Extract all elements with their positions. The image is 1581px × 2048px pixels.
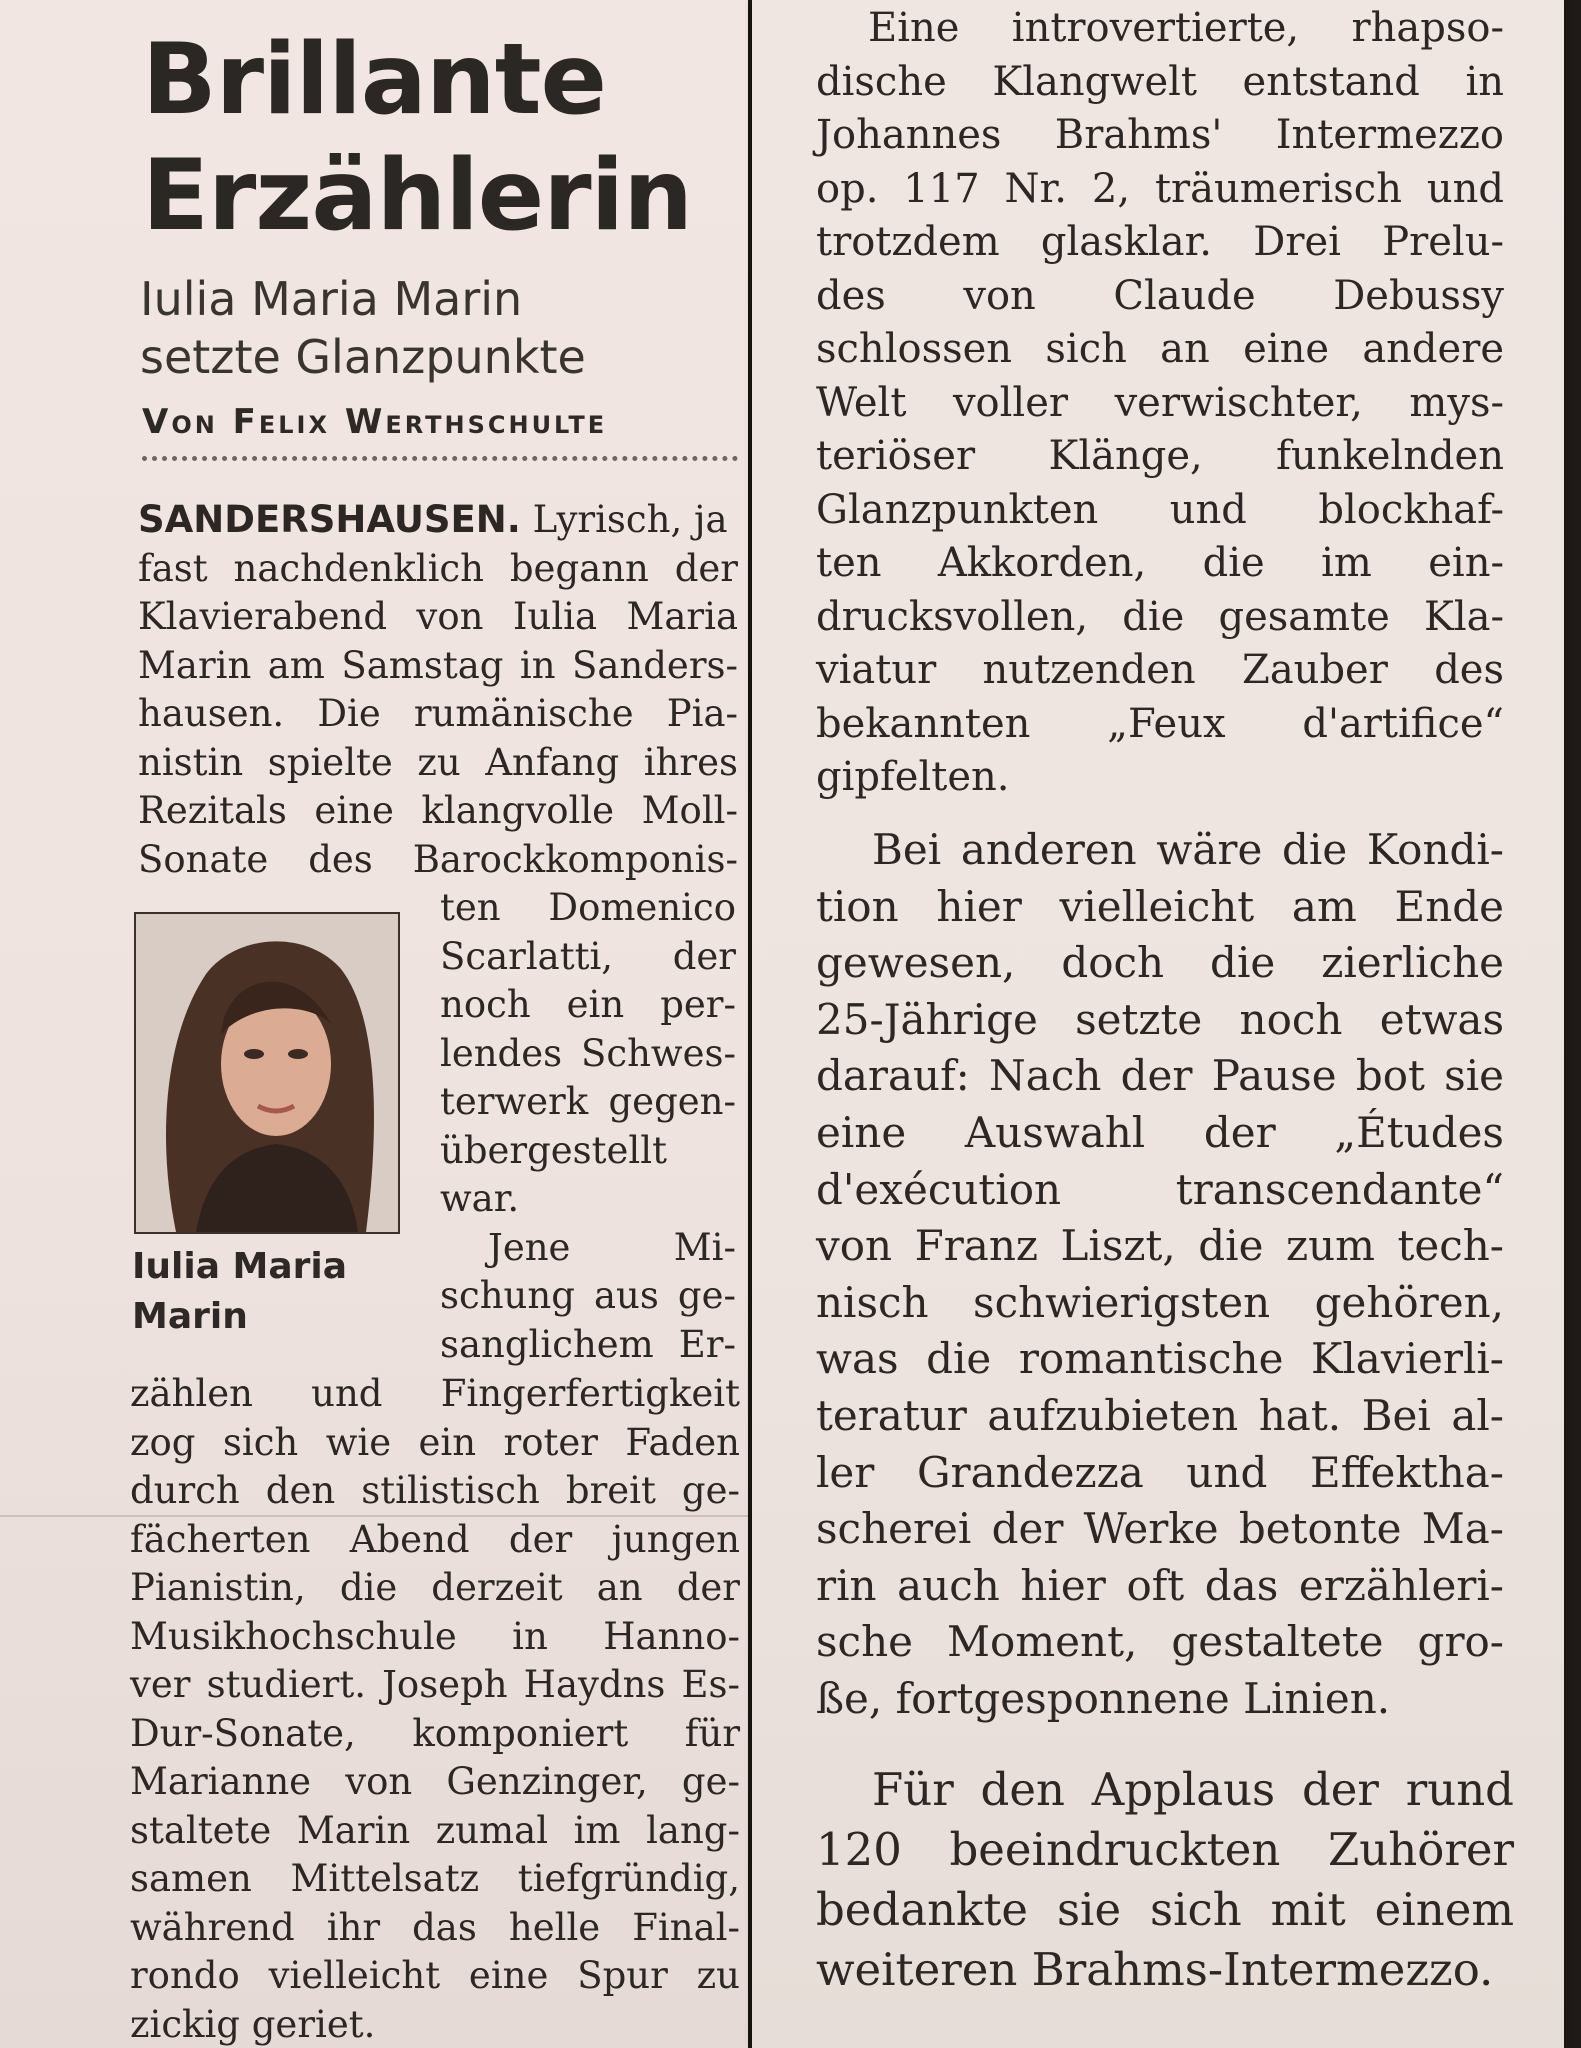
text-line: lendes Schwes-	[440, 1031, 736, 1075]
text-line: ße, fortgesponnene Linien.	[816, 1673, 1391, 1723]
text-line: trotzdem glasklar. Drei Prelu-	[816, 219, 1504, 265]
text-line: gewesen, doch die zierliche	[816, 938, 1504, 988]
dotted-divider	[142, 456, 738, 461]
clipping-left	[0, 0, 748, 2048]
text-line: zickig geriet.	[130, 2002, 376, 2046]
text-line: gipfelten.	[816, 754, 1010, 800]
text-line: Marianne von Genzinger, ge-	[130, 1760, 740, 1803]
text-line: Johannes Brahms' Intermezzo	[816, 112, 1504, 158]
text-line: tion hier vielleicht am Ende	[816, 881, 1504, 931]
subheadline	[140, 270, 586, 386]
text-line: viatur nutzenden Zauber des	[816, 647, 1504, 693]
text-line: Jene Mi-	[488, 1225, 736, 1269]
text-line: Eine introvertierte, rhapso-	[868, 5, 1504, 51]
text-line: SANDERSHAUSEN. Lyrisch, ja	[138, 498, 728, 541]
text-line: weiteren Brahms-Intermezzo.	[816, 1943, 1494, 1996]
right-paragraph-2	[816, 822, 1504, 1728]
text-line: darauf: Nach der Pause bot sie	[816, 1051, 1504, 1101]
text-line: sanglichem Er-	[440, 1322, 736, 1366]
right-paragraph-3	[816, 1760, 1514, 2000]
text-line: Glanzpunkten und blockhaf-	[816, 486, 1504, 533]
text-line: Für den Applaus der rund	[872, 1763, 1514, 1816]
text-line: teratur aufzubieten hat. Bei al-	[816, 1390, 1504, 1440]
text-line: sche Moment, gestaltete gro-	[816, 1617, 1504, 1667]
headline-line: Erzählerin	[142, 139, 692, 253]
text-line: ver studiert. Joseph Haydns Es-	[130, 1663, 740, 1706]
text-line: Musikhochschule in Hanno-	[130, 1614, 740, 1658]
text-line: eine Auswahl der „Études	[816, 1107, 1504, 1157]
text-line: übergestellt	[440, 1128, 667, 1172]
caption-line: Iulia Maria	[132, 1246, 348, 1287]
text-line: d'exécution transcendante“	[816, 1164, 1504, 1214]
headline	[142, 22, 692, 254]
text-line: war.	[440, 1177, 520, 1220]
text-line: von Franz Liszt, die zum tech-	[816, 1221, 1504, 1271]
text-line: nistin spielte zu Anfang ihres	[138, 740, 738, 784]
subheadline-line: setzte Glanzpunkte	[140, 330, 586, 384]
text-line: durch den stilistisch breit ge-	[130, 1469, 740, 1512]
text-line: während ihr das helle Final-	[130, 1905, 740, 1949]
text-line: Sonate des Barockkomponis-	[138, 837, 738, 881]
intro-paragraph	[138, 496, 738, 884]
text-line: schung aus ge-	[440, 1274, 736, 1317]
text-line: rin auch hier oft das erzähleri-	[816, 1560, 1504, 1610]
clipping-right	[752, 0, 1564, 2048]
headline-line: Brillante	[142, 23, 607, 137]
text-line: was die romantische Klavierli-	[816, 1334, 1504, 1384]
text-line: Klavierabend von Iulia Maria	[138, 595, 738, 638]
text-line: 25-Jährige setzte noch etwas	[816, 994, 1504, 1044]
beside-photo-text	[440, 884, 736, 1369]
text-line: bekannten „Feux d'artifice“	[816, 700, 1504, 747]
paragraph-2	[130, 1370, 740, 2048]
text-line: Welt voller verwischter, mys-	[816, 379, 1504, 426]
text-line: 120 beeindruckten Zuhörer	[816, 1823, 1514, 1876]
text-line: Scarlatti, der	[440, 934, 736, 978]
text-line: zählen und Fingerfertigkeit	[130, 1372, 740, 1415]
text-line: hausen. Die rumänische Pia-	[138, 692, 738, 735]
text-line: ten Akkorden, die im ein-	[816, 540, 1504, 586]
portrait-photo	[134, 912, 400, 1234]
text-line: dische Klangwelt entstand in	[816, 58, 1504, 105]
text-line: noch ein per-	[440, 983, 736, 1026]
text-line: teriöser Klänge, funkelnden	[816, 433, 1504, 479]
right-paragraph-1	[816, 2, 1504, 805]
text-line: zog sich wie ein roter Faden	[130, 1420, 740, 1464]
text-line: rondo vielleicht eine Spur zu	[130, 1954, 740, 1997]
text-line: ten Domenico	[440, 886, 736, 929]
text-line: fächerten Abend der jungen	[130, 1517, 740, 1561]
text-line: bedankte sie sich mit einem	[816, 1883, 1514, 1936]
text-line: terwerk gegen-	[440, 1080, 736, 1123]
text-line: op. 117 Nr. 2, träumerisch und	[816, 165, 1504, 212]
dateline: SANDERSHAUSEN.	[138, 498, 521, 541]
photo-caption	[132, 1242, 347, 1342]
text-line: des von Claude Debussy	[816, 272, 1504, 319]
text-line: Bei anderen wäre die Kondi-	[872, 825, 1504, 874]
text-line: fast nachdenklich begann der	[138, 546, 738, 590]
text-line: nisch schwierigsten gehören,	[816, 1277, 1504, 1327]
text-line: scherei der Werke betonte Ma-	[816, 1504, 1504, 1554]
text-line: ler Grandezza und Effektha-	[816, 1447, 1504, 1497]
text-line: samen Mittelsatz tiefgründig,	[130, 1857, 740, 1900]
text-line: Rezitals eine klangvolle Moll-	[138, 789, 738, 832]
text-line: drucksvollen, die gesamte Kla-	[816, 593, 1504, 640]
caption-line: Marin	[132, 1296, 248, 1337]
text-line: schlossen sich an eine andere	[816, 326, 1504, 372]
text-line: staltete Marin zumal im lang-	[130, 1808, 740, 1852]
subheadline-line: Iulia Maria Marin	[140, 272, 523, 326]
byline: Von Felix Werthschulte	[142, 402, 608, 442]
text-line: Dur-Sonate, komponiert für	[130, 1711, 740, 1755]
text-line: Marin am Samstag in Sanders-	[138, 643, 738, 687]
paper-fold	[0, 1515, 748, 1517]
text-line: Pianistin, die derzeit an der	[130, 1566, 740, 1609]
